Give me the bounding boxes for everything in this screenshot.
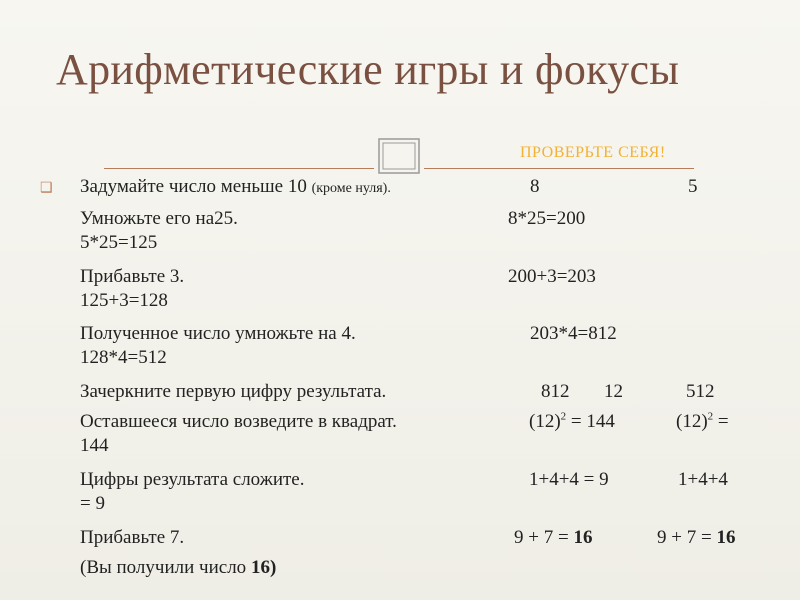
answer-cont: 128*4=512 [80,347,167,368]
answer-cont: 125+3=128 [80,290,168,311]
ornament-icon [376,136,422,176]
answer-b: 9 + 7 = 16 [657,527,736,548]
answer-b: 512 [686,381,715,402]
divider-right [424,168,694,169]
answer-cont: 144 [80,435,109,456]
step-text: Прибавьте 7. [80,527,185,548]
answer-cont: = 9 [80,493,105,514]
step-text: Задумайте число меньше 10 (кроме нуля). [80,176,391,197]
answer-cont: 5*25=125 [80,232,158,253]
answer-a: 812 [541,381,570,402]
step-text: Зачеркните первую цифру результата. [80,381,387,402]
answer-b: 1+4+4 [678,469,728,490]
answer-a: 200+3=203 [508,266,596,287]
step-text: Цифры результата сложите. [80,469,305,490]
check-yourself-header: ПРОВЕРЬТЕ СЕБЯ! [520,144,666,161]
step-text: Полученное число умножьте на 4. [80,323,356,344]
answer-a: 8*25=200 [508,208,586,229]
answer-a: $(12)^2 = 144$ [529,410,615,432]
step-text: Прибавьте 3. [80,266,185,287]
answer-a: 203*4=812 [530,323,617,344]
slide-title: Арифметические игры и фокусы [56,45,680,94]
answer-b: $(12)^2$ = [676,410,729,432]
bullet-icon: ❑ [40,181,53,196]
answer-a: 8 [530,176,540,197]
divider-left [104,168,374,169]
answer-a: 1+4+4 = 9 [529,469,609,490]
answer-b: 5 [688,176,698,197]
step-text: Оставшееся число возведите в квадрат. [80,411,397,432]
answer-mid: 12 [604,381,623,402]
step-text: Умножьте его на25. [80,208,238,229]
result-text: (Вы получили число 16) [80,557,277,578]
answer-a: 9 + 7 = 16 [514,527,593,548]
